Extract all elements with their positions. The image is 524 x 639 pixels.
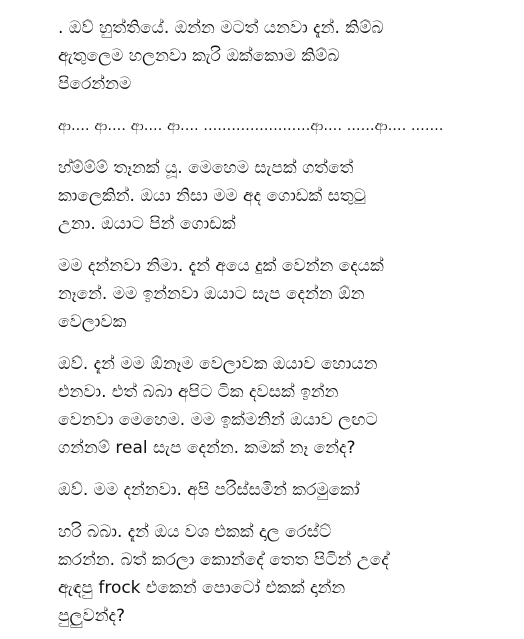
paragraph-7 xyxy=(58,518,481,630)
text-line: ඔව්. මම දන්නවා. අපි පරිස්සමින් කරමුකෝ xyxy=(58,480,360,500)
text-line: උනා. ඔයාට පින් ගොඩක් xyxy=(58,214,236,234)
text-line: මම දන්නවා නිමා. දැන් අයෙ දුක් වෙන්න දෙයක් xyxy=(58,256,384,276)
paragraph-3 xyxy=(58,154,481,238)
text-line: එනවා. එත් බබා අපිට ටික දවසක් ඉන්න xyxy=(58,382,339,402)
text-line: . ඔව් හුත්තියේ. ඔන්න මටත් යනවා දැන්. කිම්බ xyxy=(58,18,384,38)
text-line: හරි බබා. දැන් ඔය වශ එකක් දාල රෙස්ට් xyxy=(58,522,332,542)
text-line: වෙලාවක xyxy=(58,312,127,332)
paragraph-4 xyxy=(58,252,481,336)
text-line: හ්ම්ම්ම් තෑනක් යූ. මෙහෙම සැපක් ගත්තේ xyxy=(58,158,354,178)
text-line: කාලෙකින්. ඔයා නිසා මම අද ගොඩක් සතුටු xyxy=(58,186,366,206)
paragraph-1 xyxy=(58,14,481,98)
paragraph-2 xyxy=(58,112,481,140)
paragraph-5 xyxy=(58,350,481,462)
text-line: පිරෙන්නම xyxy=(58,74,132,94)
text-line: කරන්න. බත් කරලා කොන්දේ තෙත පිටින් උදේ xyxy=(58,550,389,570)
text-line: ඔව්. දැන් මම ඕනෑම වෙලාවක ඔයාව හොයන xyxy=(58,354,378,374)
text-line: නෑනේ. මම ඉන්නවා ඔයාට සැප දෙන්න ඕන xyxy=(58,284,365,304)
text-line: ඇඳපු frock එකෙන් පොටෝ එකක් දාන්න xyxy=(58,578,346,598)
text-line: ආ.... ආ.... ආ.... ආ.... .......................ආ.... ......ආ.... ....... xyxy=(58,118,444,134)
text-line: පුලුවන්ද? xyxy=(58,606,126,626)
text-line: ගන්නම් real සැප දෙන්න. කමක් නෑ නේද? xyxy=(58,438,356,458)
paragraph-6 xyxy=(58,476,481,504)
text-line: වෙනවා මෙහෙම. මම ඉක්මනින් ඔයාව ලඟට xyxy=(58,410,378,430)
text-line: ඇතුලෙම හලනවා කැරි ඔක්කොම කිම්බ xyxy=(58,46,340,66)
